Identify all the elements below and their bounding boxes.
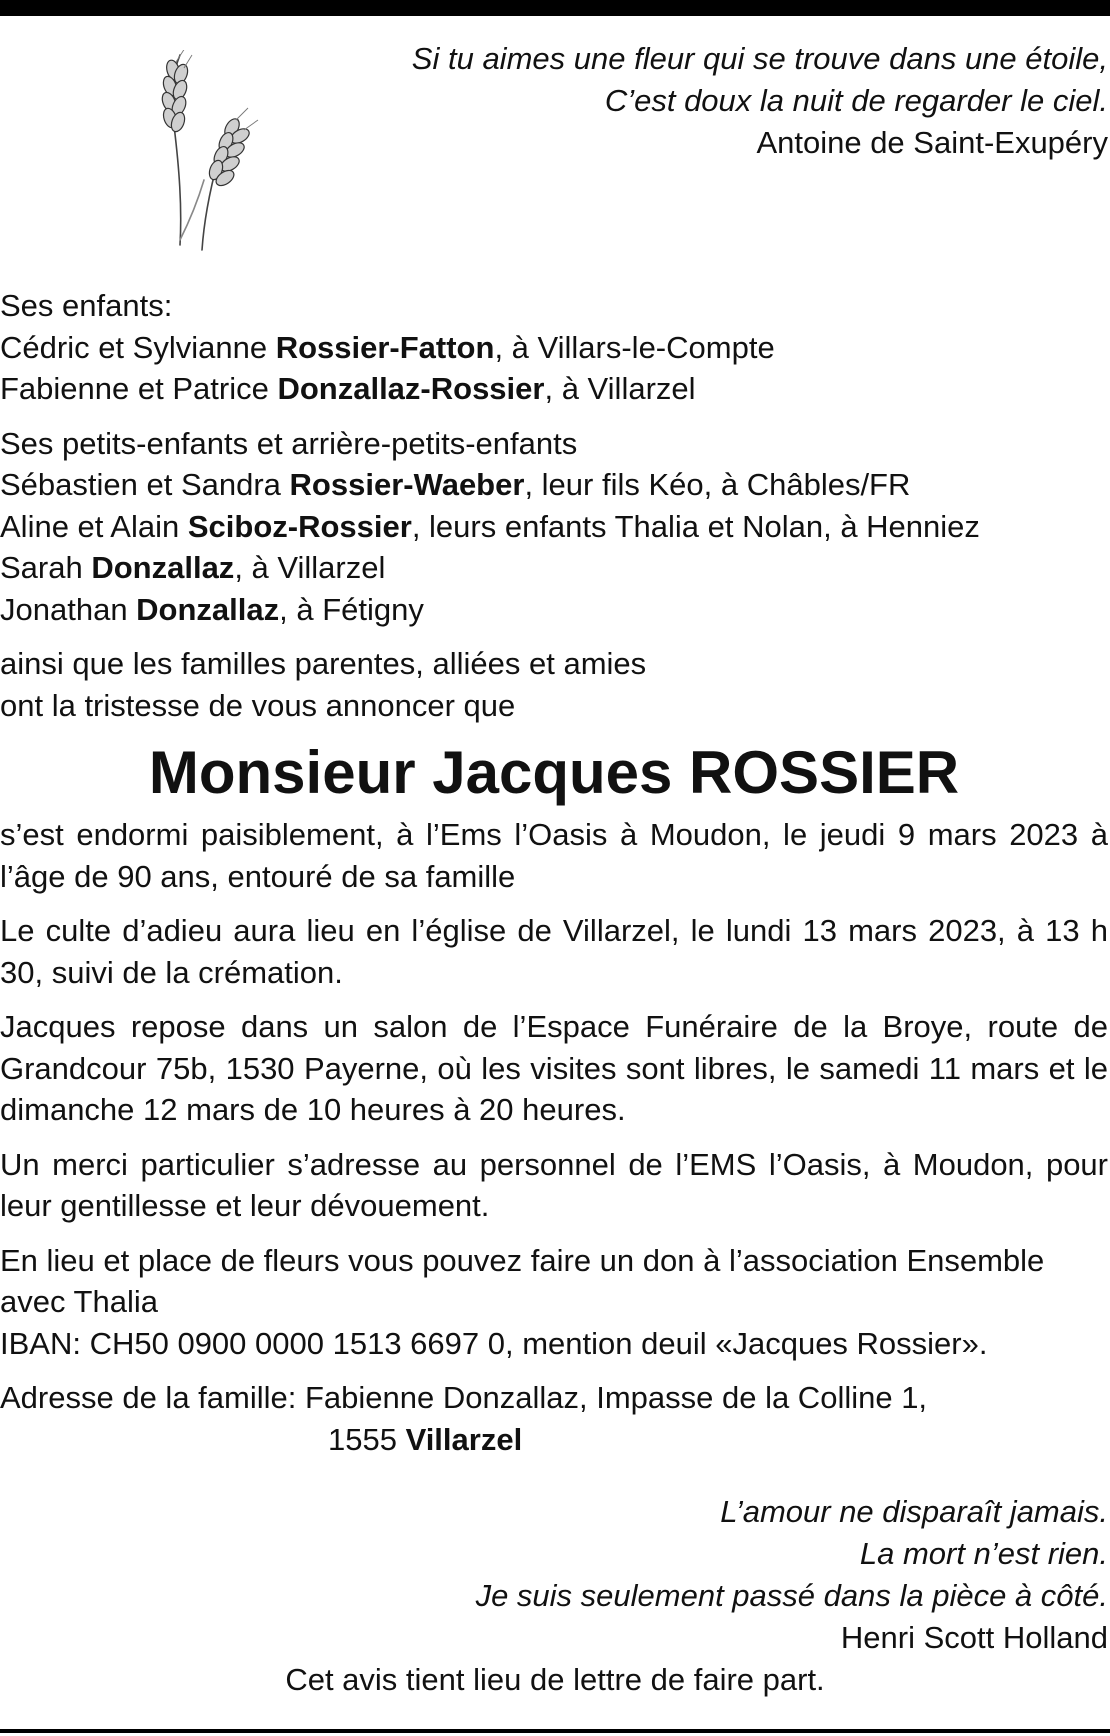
families-line: ainsi que les familles parentes, alliées et amies: [0, 646, 647, 681]
epigraph-line: C’est doux la nuit de regarder le ciel.: [604, 83, 1108, 118]
visit-paragraph: Jacques repose dans un salon de l’Espace Funéraire de la Broye, route de Grandcour 75b, 1530 Payerne, où les visites sont libres, le samedi 11 mars et le dimanche 12 mars de 10 heures à 20 heures.: [0, 1009, 1108, 1127]
death-paragraph: s’est endormi paisiblement, à l’Ems l’Oasis à Moudon, le jeudi 9 mars 2023 à l’âge de 90 ans, entouré de sa famille: [0, 817, 1108, 894]
family-address-city: 1555 Villarzel: [328, 1421, 523, 1457]
children-heading: Ses enfants:: [0, 288, 173, 323]
closing-quote-author: Henri Scott Holland: [840, 1620, 1108, 1655]
closing-note: Cet avis tient lieu de lettre de faire part.: [285, 1662, 825, 1697]
donation-paragraph: En lieu et place de fleurs vous pouvez faire un don à l’association Ensemble avec Thalia: [0, 1242, 1045, 1319]
epigraph: [308, 38, 1108, 164]
family-entry: Sébastien et Sandra Rossier-Waeber, leur fils Kéo, à Châbles/FR: [0, 467, 911, 502]
family-entry: Aline et Alain Sciboz-Rossier, leurs enfants Thalia et Nolan, à Henniez: [0, 508, 980, 544]
epigraph-line: Si tu aimes une fleur qui se trouve dans une étoile,: [411, 41, 1108, 76]
announcement-body: [0, 285, 1108, 1460]
families-line: ont la tristesse de vous annoncer que: [0, 687, 516, 723]
bottom-rule: [0, 1729, 1110, 1733]
family-entry: Cédric et Sylvianne Rossier-Fatton, à Villars-le-Compte: [0, 329, 775, 365]
family-address: Adresse de la famille: Fabienne Donzallaz, Impasse de la Colline 1,: [0, 1380, 928, 1415]
closing-quote: [308, 1491, 1108, 1659]
closing-quote-line: L’amour ne disparaît jamais.: [720, 1494, 1108, 1529]
family-entry: Jonathan Donzallaz, à Fétigny: [0, 591, 424, 627]
wheat-ears-icon: [140, 50, 290, 260]
family-entry: Fabienne et Patrice Donzallaz-Rossier, à Villarzel: [0, 371, 696, 406]
service-paragraph: Le culte d’adieu aura lieu en l’église de Villarzel, le lundi 13 mars 2023, à 13 h 30, suivi de la crémation.: [0, 913, 1108, 990]
epigraph-author: Antoine de Saint-Exupéry: [756, 125, 1108, 160]
top-rule: [0, 0, 1110, 16]
iban-line: IBAN: CH50 0900 0000 1513 6697 0, mention deuil «Jacques Rossier».: [0, 1325, 988, 1361]
grandchildren-heading: Ses petits-enfants et arrière-petits-enfants: [0, 425, 578, 461]
thanks-paragraph: Un merci particulier s’adresse au personnel de l’EMS l’Oasis, à Moudon, pour leur gentillesse et leur dévouement.: [0, 1146, 1108, 1223]
closing-quote-line: La mort n’est rien.: [859, 1536, 1108, 1571]
deceased-name: Monsieur Jacques ROSSIER: [148, 739, 960, 806]
family-entry: Sarah Donzallaz, à Villarzel: [0, 550, 386, 585]
closing-quote-line: Je suis seulement passé dans la pièce à côté.: [475, 1578, 1108, 1613]
